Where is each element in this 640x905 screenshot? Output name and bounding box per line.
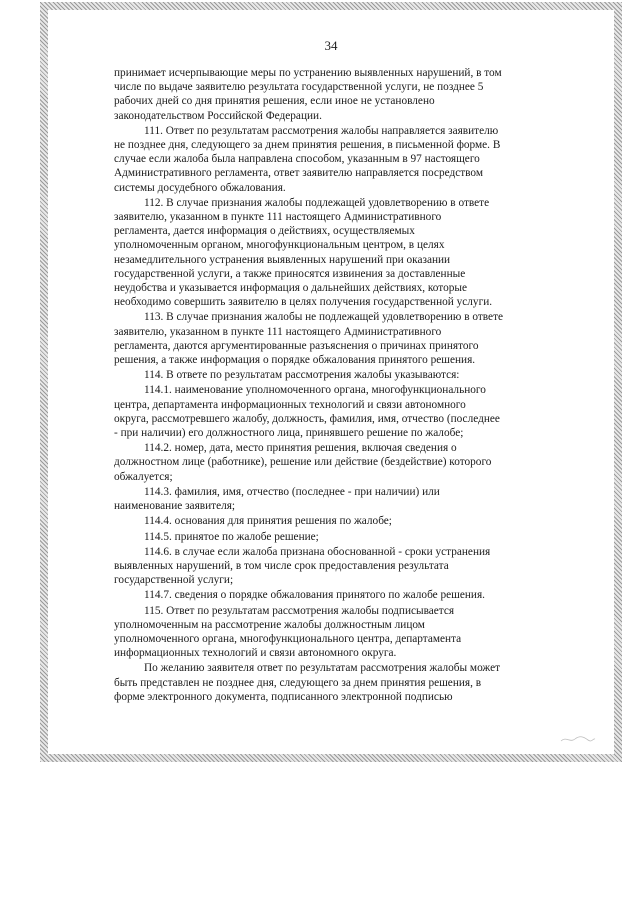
paragraph-114-3: 114.3. фамилия, имя, отчество (последнее - при наличии) или наименование заявителя; [114,485,440,513]
page-number: 34 [324,38,338,53]
paragraph-electronic-answer: По желанию заявителя ответ по результатам рассмотрения жалобы может быть представлен не позднее дня, следующего за днем принятия решения, в форме электронного документа, подписанного электронной подписью [114,662,501,703]
paragraph-112: 112. В случае признания жалобы подлежащей удовлетворению в ответе заявителю, указанном в пункте 111 настоящего Административного регламента, дается информация о действиях, осуществляемых уполномоченным органом, многофункциональным центром, в целях незамедлительного устранения выявленных нарушений при оказании государственной услуги, а также приносятся извинения за доставленные неудобства и указывается информация о дальнейших действиях, которые необходимо совершить заявителю в целях получения государственной услуги. [114,196,493,309]
document-body [114,66,550,705]
document-page [48,10,614,754]
paragraph-114-6: 114.6. в случае если жалоба признана обоснованной - сроки устранения выявленных нарушений, в том числе срок предоставления результата государственной услуги; [114,545,491,587]
paragraph-114-1: 114.1. наименование уполномоченного органа, многофункционального центра, департамента информационных технологий и связи автономного округа, рассмотревшего жалобу, должность, фамилия, имя, отчество (последнее - при наличии) его должностного лица, принявшего решение по жалобе; [114,384,500,440]
paragraph-114-5: 114.5. принятое по жалобе решение; [144,530,319,543]
paragraph-114-7: 114.7. сведения о порядке обжалования принятого по жалобе решения. [144,589,485,602]
paragraph-114: 114. В ответе по результатам рассмотрения жалобы указываются: [144,369,460,382]
paragraph-113: 113. В случае признания жалобы не подлежащей удовлетворению в ответе заявителю, указанном в пункте 111 настоящего Административного регламента, даются аргументированные разъяснения о причинах принятого решения, а также информация о порядке обжалования принятого решения. [114,311,504,367]
paragraph-114-2: 114.2. номер, дата, место принятия решения, включая сведения о должностном лице (работнике), решение или действие (бездействие) которого обжалуется; [114,442,492,483]
paragraph-115: 115. Ответ по результатам рассмотрения жалобы подписывается уполномоченным на рассмотрение жалобы должностным лицом уполномоченного органа, многофункционального центра, департамента информационных технологий и связи автономного округа. [114,604,462,660]
scan-border [40,2,622,762]
scan-mark-icon [560,734,596,744]
paragraph-111: 111. Ответ по результатам рассмотрения жалобы направляется заявителю не позднее дня, следующего за днем принятия решения, в письменной форме. В случае если жалоба была направлена способом, указанным в 97 настоящего Административного регламента, ответ заявителю направляется посредством системы досудебного обжалования. [114,124,501,194]
paragraph-114-4: 114.4. основания для принятия решения по жалобе; [144,515,392,528]
paragraph-continuation: принимает исчерпывающие меры по устранению выявленных нарушений, в том числе по выдаче заявителю результата государственной услуги, не позднее 5 рабочих дней со дня принятия решения, если иное не установлено законодательством Российской Федерации. [114,67,502,122]
